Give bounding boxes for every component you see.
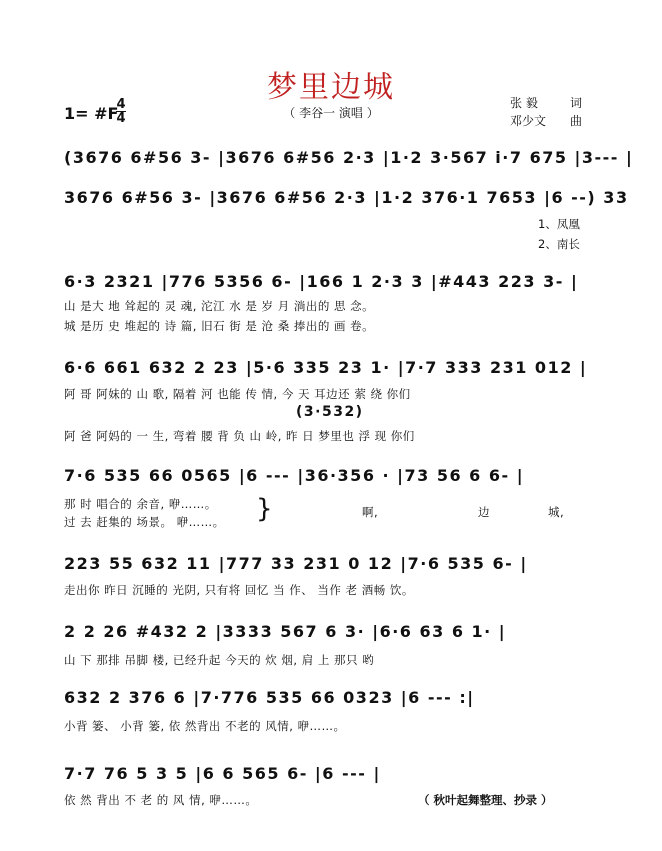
lyricist-name: 张 毅 (510, 96, 538, 110)
lyric-line-5-right1: 边 (478, 505, 490, 519)
lyric-line-5b: 过 去 赶集的 场景。 咿……。 (64, 515, 225, 529)
lyric-line-7: 山 下 那排 吊脚 楼, 已经升起 今天的 炊 烟, 肩 上 那只 哟 (64, 653, 375, 667)
lyric-line-5-mid: 啊, (362, 505, 379, 519)
footer-note: （ 秋叶起舞整理、抄录 ） (418, 793, 553, 807)
singer-credit: （ 李谷一 演唱 ） (283, 106, 379, 120)
staff-line-5: 7·6 535 66 0565 |6 --- |36·356 · |73 56 6 6- | (64, 466, 525, 485)
key-signature: 1= #F (64, 104, 119, 123)
lyric-line-4a: 阿 哥 阿妹的 山 歌, 隔着 河 也能 传 情, 今 天 耳边还 萦 绕 你们 (64, 387, 411, 401)
verse-marker-2: 2、南长 (538, 237, 580, 251)
lyric-line-6: 走出你 昨日 沉睡的 光阴, 只有将 回忆 当 作、 当作 老 酒畅 饮。 (64, 583, 414, 597)
lyric-line-3a: 山 是大 地 耸起的 灵 魂, 沱江 水 是 岁 月 淌出的 思 念。 (64, 299, 375, 313)
staff-line-8: 632 2 376 6 |7·776 535 66 0323 |6 --- :| (64, 688, 475, 707)
time-signature: 4 4 (116, 97, 126, 126)
lyric-line-8: 小背 篓、 小背 篓, 依 然背出 不老的 风情, 咿……。 (64, 719, 346, 733)
staff-line-6: 223 55 632 11 |777 33 231 0 12 |7·6 535 6- | (64, 554, 528, 573)
brace: } (256, 494, 273, 524)
lyric-line-5a: 那 时 唱合的 余音, 咿……。 (64, 497, 217, 511)
lyric-line-3b: 城 是历 史 堆起的 诗 篇, 旧石 街 是 沧 桑 捧出的 画 卷。 (64, 319, 375, 333)
lyric-line-9: 依 然 背出 不 老 的 风 情, 咿……。 (64, 793, 258, 807)
staff-line-7: 2 2 26 #432 2 |3333 567 6 3· |6·6 63 6 1· | (64, 622, 507, 641)
staff-line-2: 3676 6#56 3- |3676 6#56 2·3 |1·2 376·1 7653 |6 --) 33 (64, 188, 629, 207)
inset-note: (3·532) (296, 404, 364, 420)
lyric-line-5-right2: 城, (548, 505, 565, 519)
lyricist-role: 词 (570, 96, 583, 110)
staff-line-4: 6·6 661 632 2 23 |5·6 335 23 1· |7·7 333 231 012 | (64, 358, 588, 377)
composer-name: 邓少文 (510, 114, 547, 128)
verse-marker-1: 1、凤凰 (538, 217, 580, 231)
song-title: 梦里边城 (267, 70, 395, 105)
staff-line-1: (3676 6#56 3- |3676 6#56 2·3 |1·2 3·567 i·7 675 |3--- | (64, 148, 634, 167)
lyric-line-4b: 阿 爸 阿妈的 一 生, 弯着 腰 背 负 山 岭, 昨 日 梦里也 浮 现 你们 (64, 429, 415, 443)
composer-role: 曲 (570, 114, 583, 128)
staff-line-9: 7·7 76 5 3 5 |6 6 565 6- |6 --- | (64, 764, 381, 783)
staff-line-3: 6·3 2321 |776 5356 6- |166 1 2·3 3 |#443 223 3- | (64, 272, 579, 291)
